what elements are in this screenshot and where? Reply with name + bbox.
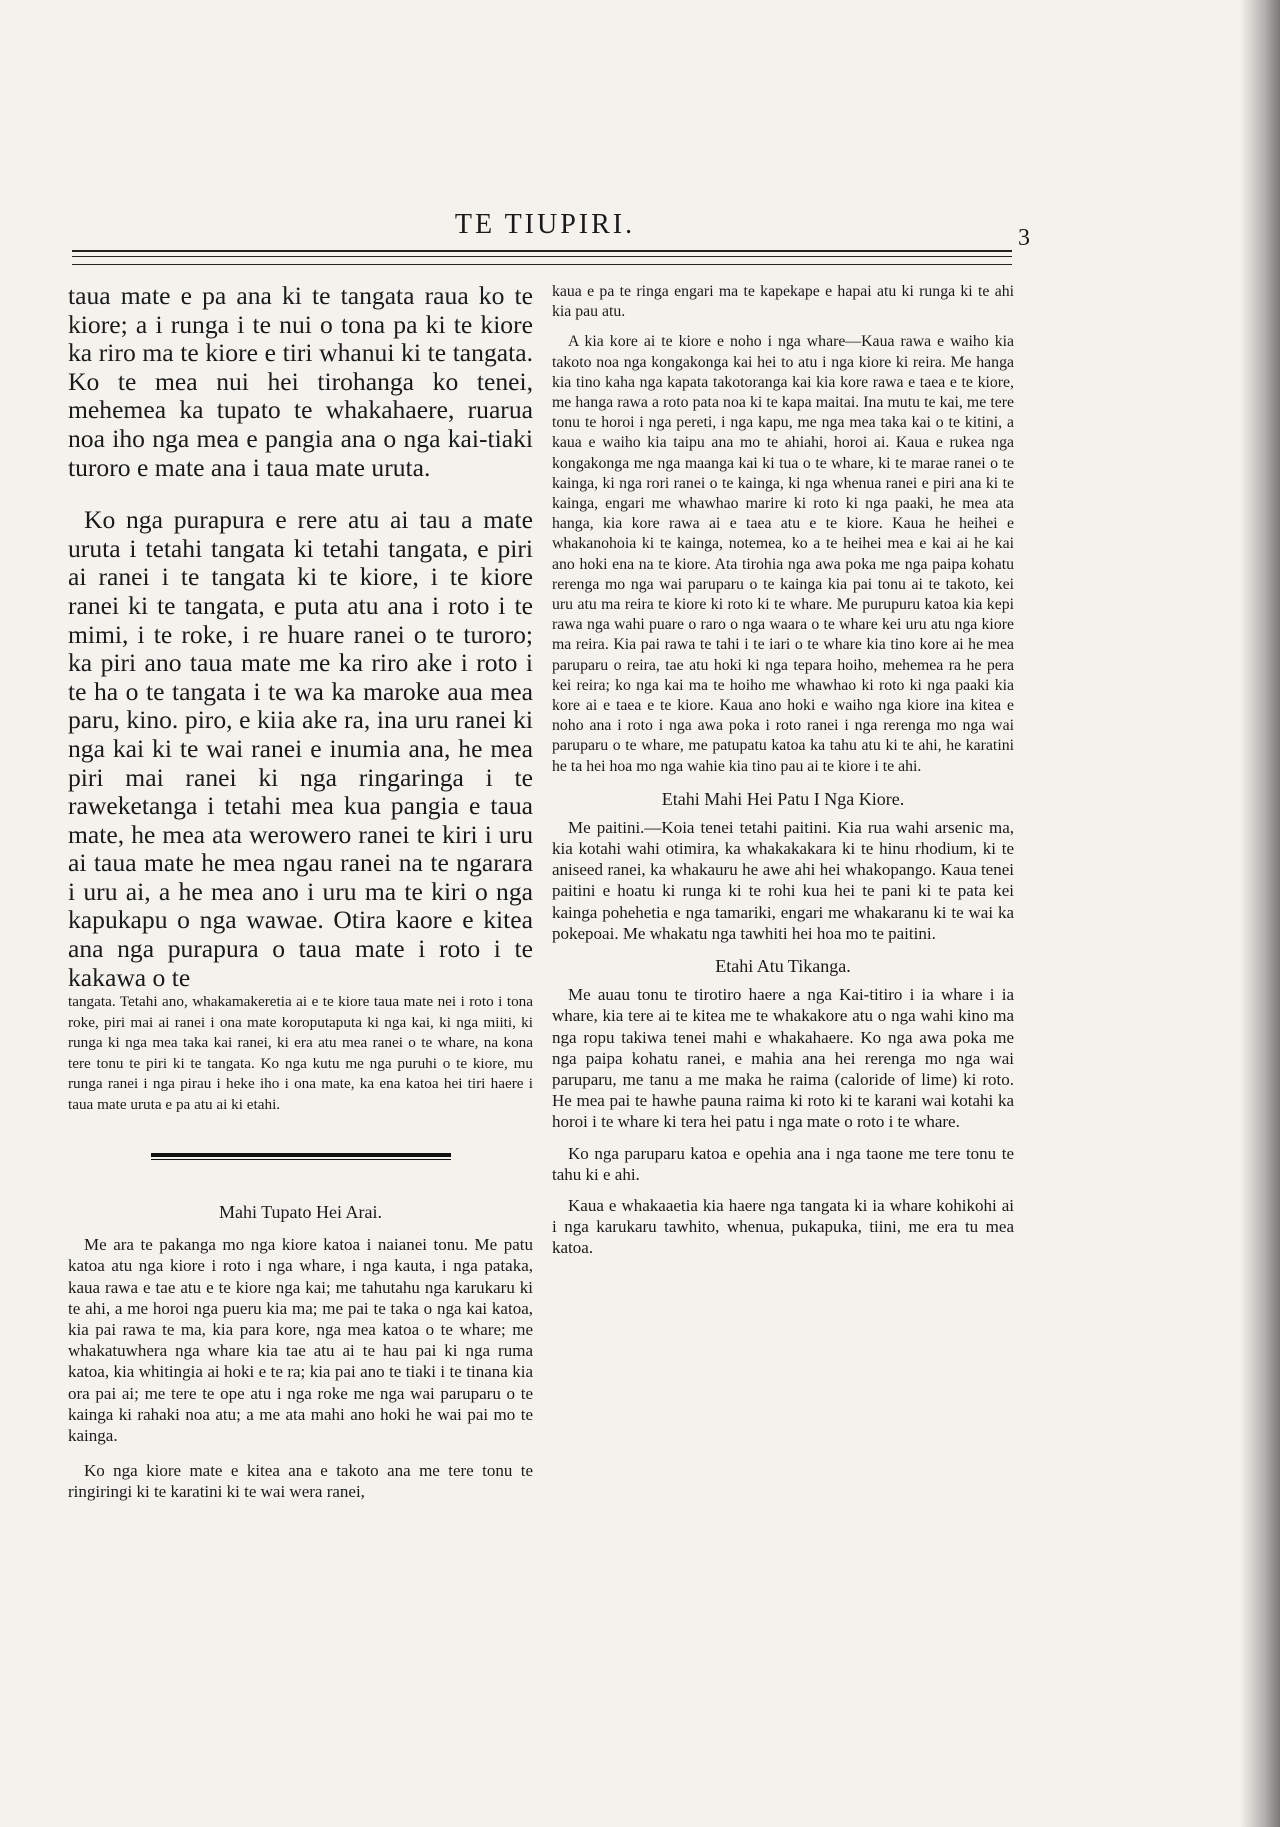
right-paragraph-2: A kia kore ai te kiore e noho i nga whare—Kaua rawa e waiho kia takoto noa nga kongakonga kai hei to atu i nga kiore ki reira. Me hanga kia tino kaha nga kapata takotoranga kai kia kore rawa e taea e te kiore, me hanga rawa a roto pata noa ki te kapa maitai. Ina mutu te kai, me tere tonu te horoi i nga pereti, i nga kapu, me nga mea taka kai o te kitini, a kaua e waiho kia taipu ana mo te ahiahi, horoi ai. Kaua e rukea nga kongakonga me nga maanga kai ki tua o te whare, ki te marae ranei o te kainga, ki nga rori ranei o te kainga, ki nga whenua ranei e piri ana ki te kainga, engari me whawhao marire ki roto ki nga paaki, he mea ata hanga, kia kore rawa ai e taea atu e te kiore. Kaua he heihei e whakanohoia ki te kainga, notemea, ko a te heihei mea e kai ai he kai ano hoki ena na te kiore. Ata tirohia nga awa poka me nga paipa kohatu rerenga mo nga wai paruparu o te kainga kia pai tonu ai te takoto, kei uru atu ma reira te kiore ki roto ki te whare. Me purupuru katoa kia kepi rawa nga wahi puare o raro o nga waara o te whare kei uru atu nga kiore ma reira. Kia pai rawa te tahi i te iari o te whare kia tino kore ai he mea paruparu o reira, tae atu hoki ki nga tepara hoiho, mehemea ra he pera kei reira; ko nga kai ma te hoiho me whawhao ki roto ki nga paaki kia kore ai e taea e te kiore. Kaua ano hoki e waiho nga kiore ina kitea e noho ana i roto i nga awa poka i roto ranei i nga rerenga mo nga wai paruparu o te whare, me patupatu katoa ka tahu atu ki te ahi, he karatini he ta hei hoa mo nga wahie kia tino pau ai te kiore i te ahi.	[552, 333, 1014, 775]
header-rule	[72, 256, 1012, 257]
left-paragraph-1: taua mate e pa ana ki te tangata raua ko te kiore; a i runga i te nui o tona pa ki te kiore ka riro ma te kiore e tiri whanui ki te tangata. Ko te mea nui hei tirohanga ko tenei, mehemea ka tupato te whakahaere, ruarua noa iho nga mea e pangia ana o nga kai-tiaki turoro e mate ana i taua mate uruta.	[68, 281, 533, 482]
heading-mahi-tupato: Mahi Tupato Hei Arai.	[218, 1202, 382, 1223]
page-edge-shadow	[1240, 0, 1280, 1827]
left-paragraph-4: Ko nga kiore mate e kitea ana e takoto ana me tere tonu te ringiringi ki te karatini ki te wai wera ranei,	[68, 1461, 533, 1502]
newspaper-title: TE TIUPIRI.	[454, 209, 636, 240]
header-rule	[72, 250, 1012, 252]
header-rule	[72, 264, 1012, 265]
page-number: 3	[1018, 225, 1030, 251]
heading-etahi-atu-tikanga: Etahi Atu Tikanga.	[715, 956, 851, 977]
left-paragraph-2-continued: tangata. Tetahi ano, whakamakeretia ai e te kiore taua mate nei i roto i tona roke, piri mai ai ranei i ona mate koroputaputa ki nga kai, ki nga miiti, ki runga ki nga mea taka kai ranei, ki era atu mea ranei o te whare, na kona tere tonu te piri ki te tangata. Ko nga kutu me nga puruhi o te kiore, mu runga ranei i nga pirau i heke iho i ona mate, ka ena katoa hei tiri haere i taua mate uruta e pa atu ai ki etahi.	[68, 993, 533, 1113]
page-header	[70, 205, 1030, 251]
left-paragraph-3: Me ara te pakanga mo nga kiore katoa i naianei tonu. Me patu katoa atu nga kiore i roto i nga whare, i nga kauta, i nga pataka, kaua rawa e tae atu e te kiore nga kai; me tahutahu nga karukaru ki te ahi, a me horoi nga pueru kia ma; me pai te taka o nga kai katoa, kia pai rawa te ma, kia para kore, nga mea katoa o te whare; me whakatuwhera nga whare kia tae atu ai te hau pai ki nga ruma katoa, kia whitingia ai hoki e te ra; kia pai ano te tiaki i te tinana kia ora pai ai; me tere te ope atu i nga roke me nga wai paruparu o te kainga ki rahaki noa atu; a me ata mahi ano hoki he wai pai mo te kainga.	[68, 1235, 533, 1446]
right-paragraph-6: Kaua e whakaaetia kia haere nga tangata ki ia whare kohikohi ai i nga karukaru tawhito, whenua, pukapuka, tiini, me era tu mea katoa.	[552, 1195, 1014, 1258]
right-paragraph-4: Me auau tonu te tirotiro haere a nga Kai-titiro i ia whare i ia whare, kia tere ai te kitea me te whakakore atu o nga wahi kino ma nga ropu takiwa tenei mahi e whakahaere. Ko nga awa poka me nga paipa kohatu ranei, e mahia ana hei rerenga mo nga wai paruparu, me tanu a me maka he raima (caloride of lime) ki roto. He mea pai te hawhe pauna raima ki roto ki te karani wai kotahi ka horoi i te whare ki tera hei patu i nga mate o roto i te whare.	[552, 985, 1014, 1132]
right-paragraph-5: Ko nga paruparu katoa e opehia ana i nga taone me tere tonu te tahu ki e ahi.	[552, 1143, 1014, 1184]
right-column	[552, 282, 1014, 1259]
section-divider	[151, 1153, 451, 1160]
heading-etahi-mahi: Etahi Mahi Hei Patu I Nga Kiore.	[661, 788, 905, 809]
right-paragraph-1: kaua e pa te ringa engari ma te kapekape e hapai atu ki runga ki te ahi kia pau atu.	[552, 283, 1014, 321]
left-paragraph-2: Ko nga purapura e rere atu ai tau a mate uruta i tetahi tangata ki tetahi tangata, e piri ai ranei i te tangata ki te kiore, i te kiore ranei ki te tangata, e puta atu ana i roto i te mimi, i te roke, i re huare ranei o te turoro; ka piri ano taua mate me ka riro ake i roto i te ha o te tangata i te wa ka maroke aua mea paru, kino. piro, e kiia ake ra, ina uru ranei ki nga kai ki te wai ranei e inumia ana, he mea piri mai ranei ki nga ringaringa i te raweketanga i tetahi mea kua pangia e taua mate, he mea ata werowero ranei te kiri i uru ai taua mate he mea ngau ranei na te ngarara i uru ai, a he mea ano i uru ma te kiri o nga kapukapu o nga wawae. Otira kaore e kitea ana nga purapura o taua mate i roto i te kakawa o te	[68, 505, 533, 992]
right-paragraph-3: Me paitini.—Koia tenei tetahi paitini. Kia rua wahi arsenic ma, kia kotahi wahi otimira, ka whakakakara ki te hinu rhodium, ki te aniseed ranei, ka whakauru he awe ahi hei whakopango. Kaua tenei paitini e hoatu ki runga ki te rohi kua hei te pani ki te pata kei kainga pohehetia e nga tamariki, engari me whakaranu ki te wai ka pokepoai. Me whakatu nga tawhiti hei hoa mo te paitini.	[552, 817, 1014, 943]
left-column	[68, 282, 533, 1503]
